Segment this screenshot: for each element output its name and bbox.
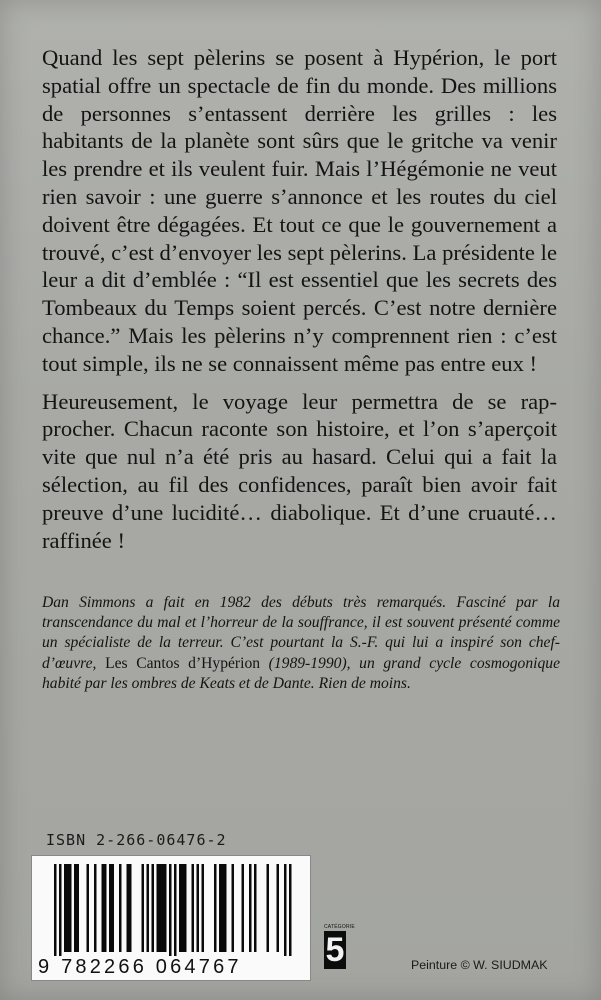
barcode-bar xyxy=(112,864,115,952)
barcode-bar xyxy=(59,864,62,956)
barcode-bar xyxy=(219,864,222,952)
illustration-credit: Peinture © W. SIUDMAK xyxy=(411,958,548,972)
isbn: ISBN 2-266-06476-2 xyxy=(46,831,227,849)
author-bio-part-1: Dan Simmons a fait en 1982 des débuts très remarqués. Fasciné par la transcendance du mal et l’horreur de la souffrance, il est souvent présenté comme un spécialiste de la terreur. C’est pourtant la S.-F. qui lui a inspiré son chef-d’œuvre, xyxy=(42,594,560,672)
barcode-bar xyxy=(267,864,270,952)
blurb-text xyxy=(42,44,557,554)
barcode-bar xyxy=(222,864,225,952)
category-number: 5 xyxy=(325,931,345,969)
barcode-bar xyxy=(87,864,90,952)
author-bio-part-2: (1989-1990), un grand cycle cosmogonique habité par les ombres de Keats et de Dante. Rien de moins. xyxy=(42,654,561,692)
barcode-bar xyxy=(152,864,155,952)
barcode-bar xyxy=(184,864,187,952)
category-label: CATÉGORIE xyxy=(324,924,355,930)
barcode-bar xyxy=(147,864,150,952)
blurb-paragraph-2: Heureusement, le voyage leur permettra de se rapprocher. Chacun raconte son histoire, et l’on s’aperçoit vite que nul n’a été pris au hasard. Celui qui a fait la sélection, au fil des confidences, paraît bien avoir fait preuve d’une lucidité… diabolique. Et d’une cruauté… raffinée ! xyxy=(42,388,557,553)
barcode-bar xyxy=(224,864,227,952)
barcode-bar xyxy=(214,864,217,952)
barcode-bar xyxy=(109,864,112,952)
barcode-bar xyxy=(162,864,165,952)
barcode-bar xyxy=(249,864,252,952)
barcode-bar xyxy=(142,864,145,952)
barcode-bar xyxy=(284,864,287,956)
barcode-bar xyxy=(64,864,67,952)
barcode-bar xyxy=(104,864,107,952)
barcode-bar xyxy=(119,864,122,952)
barcode-bar xyxy=(277,864,280,952)
book-title: Les Cantos d’Hypérion xyxy=(105,654,261,672)
barcode-bar xyxy=(182,864,185,952)
barcode-bar xyxy=(67,864,70,952)
barcode-bar xyxy=(202,864,205,952)
barcode-bar xyxy=(169,864,172,956)
barcode-bar xyxy=(69,864,72,952)
category-badge xyxy=(324,924,355,972)
author-bio xyxy=(42,593,560,694)
barcode-bar xyxy=(179,864,182,952)
barcode-bar xyxy=(254,864,257,952)
barcode-bar xyxy=(164,864,167,952)
barcode-digits: 9 782266 064767 xyxy=(38,956,242,978)
barcode-bars xyxy=(32,856,310,956)
barcode-bar xyxy=(192,864,195,952)
barcode-bar xyxy=(159,864,162,952)
barcode xyxy=(31,855,311,981)
barcode-bar xyxy=(129,864,132,952)
blurb-paragraph-1: Quand les sept pèlerins se posent à Hypérion, le port spatial offre un spectacle de fin du monde. Des millions de personnes s’entassent derrière les grilles : les habitants de la planète sont sûrs que le gritche va venir les prendre et ils veulent fuir. Mais l’Hégémonie ne veut rien savoir : une guerre s’annonce et les routes du ciel doivent être dégagées. Et tout ce que le gouvernement a trouvé, c’est d’envoyer les sept pèlerins. La présidente le leur a dit d’emblée : “Il est essentiel que les secrets des Tombeaux du Temps soient percés. C’est notre dernière chance.” Mais les pèlerins n’y comprennent rien : c’est tout simple, ils ne se connaissent même pas entre eux ! xyxy=(42,45,557,376)
barcode-bar xyxy=(77,864,80,952)
barcode-bar xyxy=(102,864,105,952)
barcode-bar xyxy=(242,864,245,952)
barcode-bar xyxy=(289,864,292,956)
barcode-bar xyxy=(197,864,200,952)
barcode-bar xyxy=(74,864,77,952)
barcode-bar xyxy=(94,864,97,952)
barcode-bar xyxy=(157,864,160,952)
barcode-bar xyxy=(174,864,177,956)
barcode-bar xyxy=(232,864,235,952)
barcode-bar xyxy=(54,864,57,956)
barcode-bar xyxy=(127,864,130,952)
